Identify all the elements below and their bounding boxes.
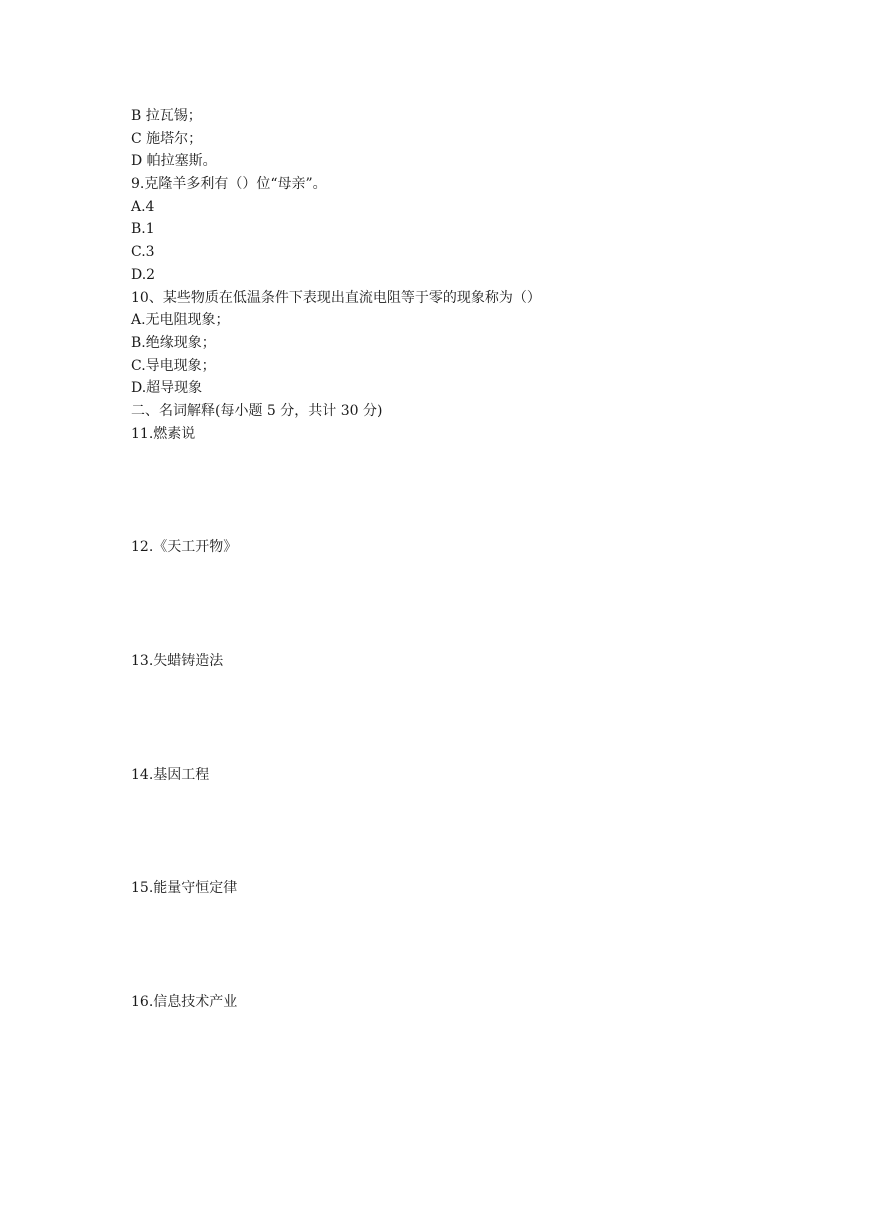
q10-option-d: D.超导现象 — [131, 380, 203, 397]
q8-option-d: D 帕拉塞斯。 — [131, 153, 217, 170]
q9-option-a: A.4 — [131, 198, 155, 215]
term-13: 13.失蜡铸造法 — [131, 653, 224, 669]
answer-space-15 — [131, 900, 771, 991]
q8-option-c: C 施塔尔； — [131, 130, 203, 147]
q10-option-b: B.绝缘现象； — [131, 334, 216, 351]
term-14: 14.基因工程 — [131, 766, 210, 783]
answer-space-13 — [131, 673, 771, 764]
section-2-title: 二、名词解释(每小题 5 分，共计 30 分) — [131, 402, 383, 419]
q8-option-b: B 拉瓦锡； — [131, 108, 202, 124]
term-11: 11.燃素说 — [131, 425, 196, 442]
q10-option-a: A.无电阻现象； — [131, 312, 230, 329]
answer-space-14 — [131, 786, 771, 877]
q10-stem: 10、某些物质在低温条件下表现出直流电阻等于零的现象称为（） — [131, 289, 541, 306]
q10-option-c: C.导电现象； — [131, 357, 216, 374]
exam-content — [131, 105, 771, 1014]
term-12: 12.《天工开物》 — [131, 539, 238, 556]
q9-option-b: B.1 — [131, 221, 155, 238]
term-16: 16.信息技术产业 — [131, 994, 238, 1011]
q9-option-c: C.3 — [131, 244, 155, 261]
q9-option-d: D.2 — [131, 266, 156, 283]
answer-space-12 — [131, 559, 771, 650]
answer-space-11 — [131, 445, 771, 536]
q9-stem: 9.克隆羊多利有（）位“母亲”。 — [131, 176, 327, 193]
term-15: 15.能量守恒定律 — [131, 880, 238, 897]
